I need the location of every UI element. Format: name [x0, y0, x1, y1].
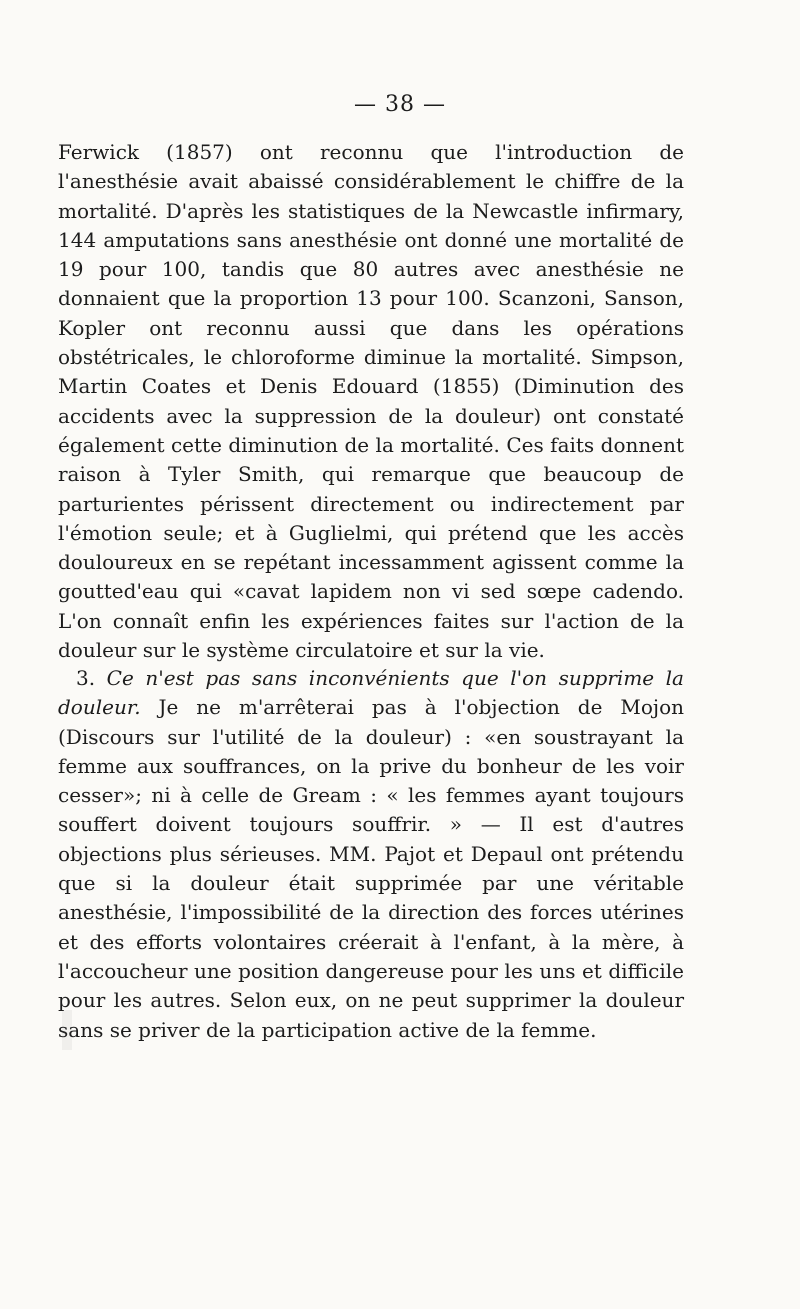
section-heading: Ce n'est pas sans inconvénients que l'on supprime la douleur. [58, 666, 684, 720]
section-text: Je ne m'arrêterai pas à l'objection de Mojon (Discours sur l'utilité de la douleur) : «en soustrayant la femme aux souffrances, on la prive du bonheur de les voir cesser»; ni à celle de Gream : « les femmes ayant toujours souffert doivent toujours souffrir. » — Il est d'autres objections plus sérieuses. MM. Pajot et Depaul ont prétendu que si la douleur était supprimée par une véritable anesthésie, l'impossibilité de la direction des forces utérines et des efforts volontaires créerait à l'enfant, à la mère, à l'accoucheur une position dangereuse pour les uns et difficile pour les autres. Selon eux, on ne peut supprimer la douleur sans se priver de la participation active de la femme. [58, 695, 684, 1042]
paragraph-body [58, 664, 684, 1045]
paragraph-inconvenients [58, 664, 684, 1045]
section-number: 3. [76, 666, 96, 690]
paragraph-anesthesia-mortality [58, 138, 684, 665]
paragraph-text: Ferwick (1857) ont reconnu que l'introduction de l'anesthésie avait abaissé considérablement le chiffre de la mortalité. D'après les statistiques de la Newcastle infirmary, 144 amputations sans anesthésie ont donné une mortalité de 19 pour 100, tandis que 80 autres avec anesthésie ne donnaient que la proportion 13 pour 100. Scanzoni, Sanson, Kopler ont reconnu aussi que dans les opérations obstétricales, le chloroforme diminue la mortalité. Simpson, Martin Coates et Denis Edouard (1855) (Diminution des accidents avec la suppression de la douleur) ont constaté également cette diminution de la mortalité. Ces faits donnent raison à Tyler Smith, qui remarque que beaucoup de parturientes périssent directement ou indirectement par l'émotion seule; et à Guglielmi, qui prétend que les accès douloureux en se repétant incessamment agissent comme la goutted'eau qui «cavat lapidem non vi sed sœpe cadendo. L'on connaît enfin les expériences faites sur l'action de la douleur sur le système circulatoire et sur la vie. [58, 140, 684, 663]
page-mark [62, 1010, 72, 1050]
page-number: — 38 — [354, 92, 446, 117]
